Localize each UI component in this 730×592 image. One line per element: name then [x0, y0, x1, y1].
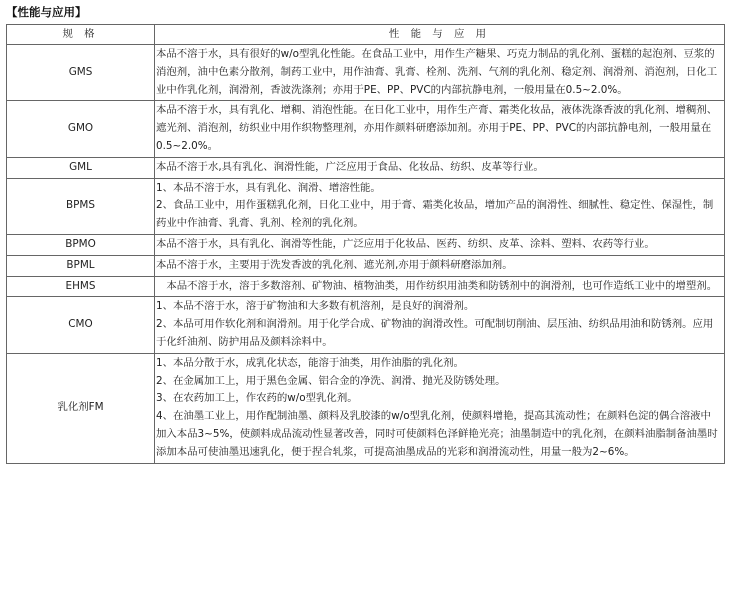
- description-line: 本品不溶于水，溶于多数溶剂、矿物油、植物油类，用作纺织用油类和防锈剂中的润滑剂，也可作造纸工业中的增塑剂。: [156, 279, 718, 292]
- spec-name-cell: 乳化剂FM: [7, 353, 155, 463]
- spec-table: [6, 24, 725, 464]
- header-performance: 性 能 与 应 用: [155, 25, 725, 45]
- description-line: 本品不溶于水，具有乳化、润滑等性能，广泛应用于化妆品、医药、纺织、皮革、涂料、塑料、农药等行业。: [156, 237, 655, 250]
- table-row: [7, 297, 725, 353]
- spec-name-cell: BPMS: [7, 178, 155, 234]
- description-line: 1、本品分散于水，成乳化状态，能溶于油类，用作油脂的乳化剂。: [156, 356, 464, 369]
- spec-table-body: [7, 45, 725, 464]
- spec-name-cell: EHMS: [7, 276, 155, 297]
- description-cell: [155, 178, 725, 234]
- table-row: [7, 45, 725, 101]
- description-line: 4、在油墨工业上，用作配制油墨、颜料及乳胶漆的w/o型乳化剂，使颜料增艳，提高其流动性；在颜料色淀的偶合溶液中加入本品3~5%，使颜料成品流动性显著改善，同时可使颜料色泽鲜艳光亮；油墨制造中的乳化剂，在颜料油脂制备油墨时添加本品可使油墨迅速乳化，便于捏合轧浆，可提高油墨成品的光彩和润滑流动性，用量一般为2~6%。: [156, 410, 718, 458]
- table-row: [7, 157, 725, 178]
- description-cell: [155, 276, 725, 297]
- description-cell: [155, 255, 725, 276]
- description-cell: [155, 157, 725, 178]
- description-line: 本品不溶于水，主要用于洗发香波的乳化剂、遮光剂,亦用于颜料研磨添加剂。: [156, 258, 513, 271]
- description-line: 本品不溶于水，具有很好的w/o型乳化性能。在食品工业中，用作生产糖果、巧克力制品的乳化剂、蛋糕的起泡剂、豆浆的消泡剂，油中色素分散剂，制药工业中，用作油膏、乳膏、栓剂、洗剂、气剂的乳化剂、稳定剂、润滑剂、消泡剂，日化工业中作乳化剂，润滑剂，香波洗涤剂；亦用于PE、PP、PVC的内部抗静电剂，一般用量在0.5~2.0%。: [156, 48, 718, 96]
- spec-name-cell: GML: [7, 157, 155, 178]
- spec-name-cell: BPML: [7, 255, 155, 276]
- description-cell: [155, 234, 725, 255]
- spec-name-cell: CMO: [7, 297, 155, 353]
- description-line: 2、在金属加工上，用于黑色金属、铝合金的净洗、润滑、抛光及防锈处理。: [156, 374, 506, 387]
- description-line: 2、本品可用作软化剂和润滑剂。用于化学合成、矿物油的润滑改性。可配制切削油、层压油、纺织品用油和防锈剂。应用于化纤油剂、防护用品及颜料涂料中。: [156, 318, 714, 348]
- table-row: [7, 353, 725, 463]
- table-row: [7, 276, 725, 297]
- description-cell: [155, 297, 725, 353]
- section-title: 【性能与应用】: [6, 5, 87, 19]
- description-cell: [155, 101, 725, 157]
- description-line: 本品不溶于水，具有乳化、增稠、消泡性能。在日化工业中，用作生产膏、霜类化妆品，液体洗涤香波的乳化剂、增稠剂、遮光剂、消泡剂，纺织业中用作织物整理剂，亦用作颜料研磨添加剂。亦用于PE、PP、PVC的内部抗静电剂，一般用量在0.5~2.0%。: [156, 104, 718, 152]
- table-row: [7, 101, 725, 157]
- description-cell: [155, 45, 725, 101]
- description-line: 本品不溶于水,具有乳化、润滑性能，广泛应用于食品、化妆品、纺织、皮革等行业。: [156, 160, 544, 173]
- spec-name-cell: GMO: [7, 101, 155, 157]
- description-line: 2、食品工业中，用作蛋糕乳化剂，日化工业中，用于膏、霜类化妆品，增加产品的润滑性、细腻性、稳定性、保湿性，制药业中作油膏、乳膏、乳剂、栓剂的乳化剂。: [156, 199, 714, 230]
- spec-name-cell: BPMO: [7, 234, 155, 255]
- description-line: 1、本品不溶于水，具有乳化、润滑、增溶性能。: [156, 181, 381, 194]
- table-row: [7, 255, 725, 276]
- spec-name-cell: GMS: [7, 45, 155, 101]
- table-row: [7, 178, 725, 234]
- description-cell: [155, 353, 725, 463]
- table-row: [7, 234, 725, 255]
- description-line: 3、在农药加工上，作农药的w/o型乳化剂。: [156, 392, 358, 405]
- table-header-row: [7, 25, 725, 45]
- header-spec: 规 格: [7, 25, 155, 45]
- page: [6, 4, 724, 464]
- description-line: 1、本品不溶于水，溶于矿物油和大多数有机溶剂，是良好的润滑剂。: [156, 300, 475, 313]
